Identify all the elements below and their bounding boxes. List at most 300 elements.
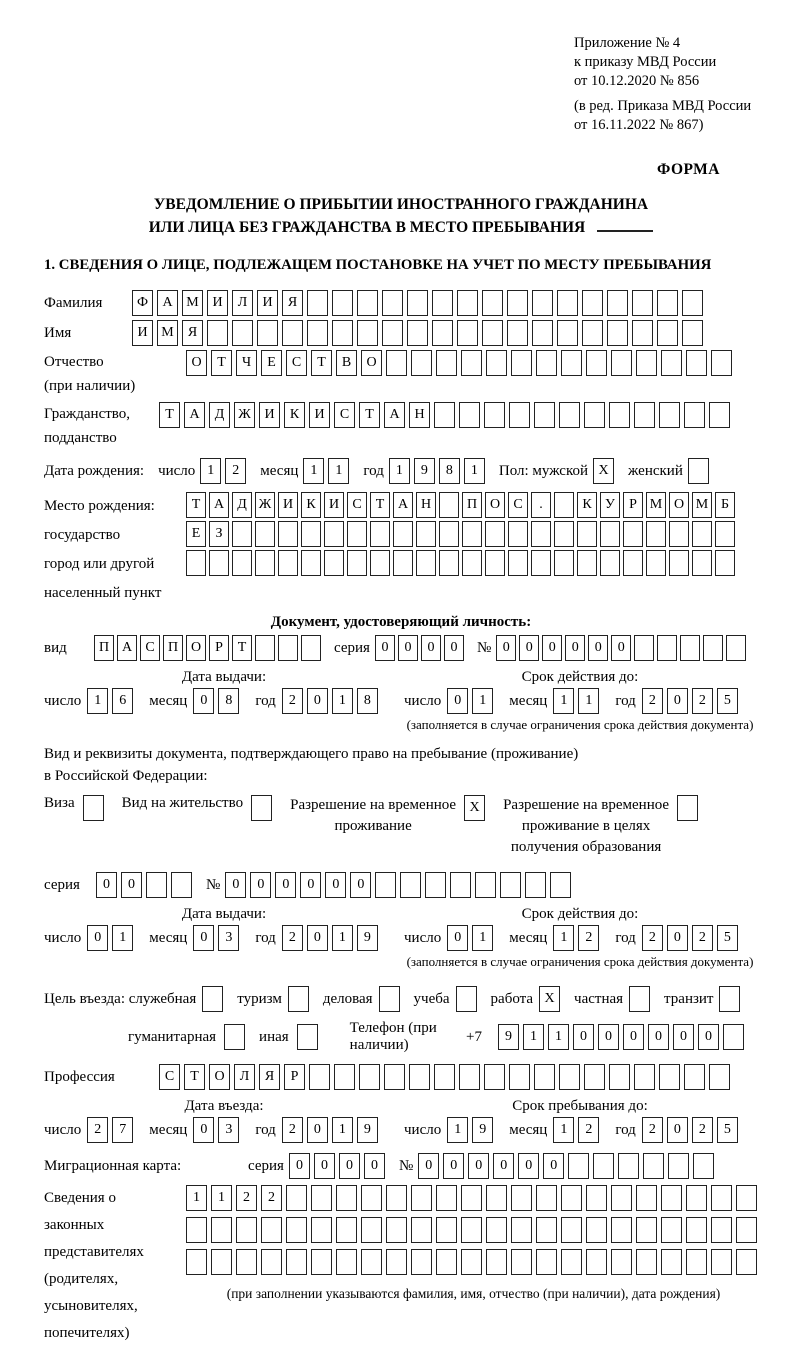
form-cell[interactable]: Ж [255,492,275,518]
form-cell[interactable]: Р [209,635,229,661]
form-cell[interactable]: 2 [578,1117,599,1143]
form-cell[interactable] [636,1249,657,1275]
form-cell[interactable] [677,795,698,821]
form-cell[interactable] [485,550,505,576]
form-cell[interactable] [719,986,740,1012]
form-cell[interactable] [236,1217,257,1243]
form-cell[interactable] [171,872,192,898]
form-cell[interactable] [486,1217,507,1243]
form-cell[interactable] [475,872,496,898]
form-cell[interactable]: 0 [307,1117,328,1143]
form-cell[interactable] [486,350,507,376]
form-cell[interactable] [561,1217,582,1243]
form-cell[interactable] [432,320,453,346]
form-cell[interactable] [257,320,278,346]
form-cell[interactable]: Д [209,402,230,428]
form-cell[interactable]: 0 [307,688,328,714]
form-cell[interactable] [436,1185,457,1211]
form-cell[interactable] [550,872,571,898]
form-cell[interactable] [686,1185,707,1211]
form-cell[interactable]: 1 [332,1117,353,1143]
form-cell[interactable]: К [301,492,321,518]
form-cell[interactable] [459,402,480,428]
form-cell[interactable]: К [284,402,305,428]
form-cell[interactable]: Р [284,1064,305,1090]
form-cell[interactable]: Л [234,1064,255,1090]
form-cell[interactable]: 6 [112,688,133,714]
form-cell[interactable]: И [207,290,228,316]
form-cell[interactable] [611,1185,632,1211]
form-cell[interactable] [736,1185,757,1211]
form-cell[interactable] [486,1185,507,1211]
form-cell[interactable] [436,1249,457,1275]
form-cell[interactable]: 0 [350,872,371,898]
form-cell[interactable]: 0 [364,1153,385,1179]
form-cell[interactable] [411,1217,432,1243]
form-cell[interactable]: 0 [565,635,585,661]
form-cell[interactable] [255,521,275,547]
form-cell[interactable] [534,402,555,428]
form-cell[interactable]: 0 [698,1024,719,1050]
form-cell[interactable]: А [393,492,413,518]
form-cell[interactable] [486,1249,507,1275]
form-cell[interactable] [661,1249,682,1275]
form-cell[interactable] [416,550,436,576]
form-cell[interactable] [461,1185,482,1211]
form-cell[interactable] [507,320,528,346]
form-cell[interactable]: 0 [648,1024,669,1050]
form-cell[interactable] [361,1249,382,1275]
form-cell[interactable]: И [278,492,298,518]
form-cell[interactable] [436,1217,457,1243]
form-cell[interactable] [286,1217,307,1243]
form-cell[interactable] [577,550,597,576]
form-cell[interactable] [332,290,353,316]
form-cell[interactable]: 5 [717,925,738,951]
form-cell[interactable] [536,1185,557,1211]
form-cell[interactable] [288,986,309,1012]
form-cell[interactable] [332,320,353,346]
form-cell[interactable]: 1 [548,1024,569,1050]
form-cell[interactable]: 1 [553,688,574,714]
form-cell[interactable] [324,521,344,547]
form-cell[interactable]: . [531,492,551,518]
form-cell[interactable]: О [485,492,505,518]
form-cell[interactable]: И [324,492,344,518]
form-cell[interactable] [511,1185,532,1211]
form-cell[interactable] [536,350,557,376]
form-cell[interactable] [301,521,321,547]
form-cell[interactable] [629,986,650,1012]
form-cell[interactable] [146,872,167,898]
form-cell[interactable]: У [600,492,620,518]
form-cell[interactable] [636,1217,657,1243]
form-cell[interactable] [209,550,229,576]
form-cell[interactable] [507,290,528,316]
form-cell[interactable] [375,872,396,898]
form-cell[interactable]: 0 [598,1024,619,1050]
form-cell[interactable]: Б [715,492,735,518]
form-cell[interactable]: 2 [261,1185,282,1211]
form-cell[interactable] [278,550,298,576]
form-cell[interactable]: Т [159,402,180,428]
form-cell[interactable]: 0 [250,872,271,898]
form-cell[interactable] [607,320,628,346]
form-cell[interactable]: 0 [667,688,688,714]
form-cell[interactable] [531,550,551,576]
form-cell[interactable] [83,795,104,821]
form-cell[interactable] [593,1153,614,1179]
form-cell[interactable] [357,290,378,316]
form-cell[interactable]: 2 [282,925,303,951]
form-cell[interactable]: 1 [87,688,108,714]
form-cell[interactable]: М [157,320,178,346]
form-cell[interactable] [211,1249,232,1275]
form-cell[interactable] [711,350,732,376]
form-cell[interactable]: 1 [186,1185,207,1211]
form-cell[interactable]: Т [232,635,252,661]
form-cell[interactable]: Я [182,320,203,346]
form-cell[interactable] [309,1064,330,1090]
form-cell[interactable] [659,402,680,428]
form-cell[interactable]: 1 [332,925,353,951]
form-cell[interactable] [609,402,630,428]
form-cell[interactable]: Т [311,350,332,376]
form-cell[interactable] [382,320,403,346]
form-cell[interactable] [726,635,746,661]
form-cell[interactable]: 1 [472,925,493,951]
form-cell[interactable] [301,550,321,576]
form-cell[interactable]: 2 [282,688,303,714]
form-cell[interactable] [347,550,367,576]
form-cell[interactable]: 0 [673,1024,694,1050]
form-cell[interactable]: 0 [518,1153,539,1179]
form-cell[interactable]: Д [232,492,252,518]
form-cell[interactable] [211,1217,232,1243]
form-cell[interactable]: Т [359,402,380,428]
form-cell[interactable]: О [186,635,206,661]
form-cell[interactable] [336,1249,357,1275]
form-cell[interactable] [557,290,578,316]
form-cell[interactable]: П [462,492,482,518]
form-cell[interactable] [393,550,413,576]
form-cell[interactable] [525,872,546,898]
form-cell[interactable] [688,458,709,484]
form-cell[interactable] [584,1064,605,1090]
form-cell[interactable] [436,350,457,376]
form-cell[interactable]: 2 [692,1117,713,1143]
form-cell[interactable] [459,1064,480,1090]
form-cell[interactable] [586,1217,607,1243]
form-cell[interactable] [568,1153,589,1179]
form-cell[interactable] [508,550,528,576]
form-cell[interactable] [307,290,328,316]
form-cell[interactable] [236,1249,257,1275]
form-cell[interactable] [618,1153,639,1179]
form-cell[interactable]: 2 [692,688,713,714]
form-cell[interactable] [509,1064,530,1090]
form-cell[interactable] [508,521,528,547]
form-cell[interactable] [554,521,574,547]
form-cell[interactable]: К [577,492,597,518]
form-cell[interactable] [557,320,578,346]
form-cell[interactable] [485,521,505,547]
form-cell[interactable] [657,635,677,661]
form-cell[interactable] [692,550,712,576]
form-cell[interactable] [386,1217,407,1243]
form-cell[interactable]: 0 [667,1117,688,1143]
form-cell[interactable] [536,1249,557,1275]
form-cell[interactable] [686,1249,707,1275]
form-cell[interactable]: 1 [211,1185,232,1211]
form-cell[interactable]: А [157,290,178,316]
form-cell[interactable]: 0 [398,635,418,661]
form-cell[interactable] [416,521,436,547]
form-cell[interactable]: 1 [303,458,324,484]
form-cell[interactable]: Я [259,1064,280,1090]
form-cell[interactable] [407,290,428,316]
form-cell[interactable] [511,1249,532,1275]
form-cell[interactable]: 0 [493,1153,514,1179]
form-cell[interactable]: 0 [418,1153,439,1179]
form-cell[interactable]: Е [186,521,206,547]
form-cell[interactable]: Ж [234,402,255,428]
form-cell[interactable]: 0 [121,872,142,898]
form-cell[interactable] [207,320,228,346]
form-cell[interactable] [261,1249,282,1275]
form-cell[interactable] [324,550,344,576]
form-cell[interactable] [255,635,275,661]
form-cell[interactable]: 0 [447,925,468,951]
form-cell[interactable] [634,635,654,661]
form-cell[interactable] [439,550,459,576]
form-cell[interactable] [450,872,471,898]
form-cell[interactable]: Л [232,290,253,316]
form-cell[interactable]: 0 [339,1153,360,1179]
form-cell[interactable]: И [259,402,280,428]
form-cell[interactable]: И [257,290,278,316]
form-cell[interactable]: 3 [218,925,239,951]
form-cell[interactable] [500,872,521,898]
form-cell[interactable] [224,1024,245,1050]
form-cell[interactable]: 1 [332,688,353,714]
form-cell[interactable]: 2 [692,925,713,951]
form-cell[interactable]: Р [623,492,643,518]
form-cell[interactable] [709,1064,730,1090]
form-cell[interactable] [509,402,530,428]
form-cell[interactable] [715,550,735,576]
form-cell[interactable]: 7 [112,1117,133,1143]
form-cell[interactable]: 0 [443,1153,464,1179]
form-cell[interactable]: С [159,1064,180,1090]
form-cell[interactable] [384,1064,405,1090]
form-cell[interactable] [582,290,603,316]
form-cell[interactable] [600,550,620,576]
form-cell[interactable] [611,1217,632,1243]
form-cell[interactable] [682,290,703,316]
form-cell[interactable]: П [94,635,114,661]
form-cell[interactable]: А [184,402,205,428]
form-cell[interactable] [586,350,607,376]
form-cell[interactable]: 1 [523,1024,544,1050]
form-cell[interactable] [379,986,400,1012]
form-cell[interactable]: З [209,521,229,547]
form-cell[interactable] [536,1217,557,1243]
form-cell[interactable] [586,1185,607,1211]
form-cell[interactable] [232,550,252,576]
form-cell[interactable] [432,290,453,316]
form-cell[interactable] [393,521,413,547]
form-cell[interactable] [278,521,298,547]
form-cell[interactable] [669,521,689,547]
form-cell[interactable] [711,1217,732,1243]
form-cell[interactable] [361,1185,382,1211]
form-cell[interactable]: 2 [642,925,663,951]
form-cell[interactable]: 0 [623,1024,644,1050]
form-cell[interactable]: 2 [578,925,599,951]
form-cell[interactable]: 3 [218,1117,239,1143]
form-cell[interactable]: М [182,290,203,316]
form-cell[interactable] [232,320,253,346]
form-cell[interactable] [623,550,643,576]
form-cell[interactable]: А [384,402,405,428]
form-cell[interactable] [611,1249,632,1275]
form-cell[interactable]: 0 [314,1153,335,1179]
form-cell[interactable] [186,1249,207,1275]
form-cell[interactable]: 0 [300,872,321,898]
form-cell[interactable] [278,635,298,661]
form-cell[interactable]: 0 [588,635,608,661]
form-cell[interactable] [370,550,390,576]
form-cell[interactable]: 0 [325,872,346,898]
form-cell[interactable] [657,290,678,316]
form-cell[interactable]: 1 [578,688,599,714]
form-cell[interactable] [434,1064,455,1090]
form-cell[interactable]: 1 [464,458,485,484]
form-cell[interactable] [582,320,603,346]
form-cell[interactable]: 2 [225,458,246,484]
form-cell[interactable]: И [132,320,153,346]
form-cell[interactable]: Т [186,492,206,518]
form-cell[interactable] [357,320,378,346]
form-cell[interactable] [661,350,682,376]
form-cell[interactable]: 0 [447,688,468,714]
form-cell[interactable]: М [646,492,666,518]
form-cell[interactable]: И [309,402,330,428]
form-cell[interactable]: 8 [439,458,460,484]
form-cell[interactable]: 2 [87,1117,108,1143]
form-cell[interactable]: С [508,492,528,518]
form-cell[interactable]: 0 [375,635,395,661]
form-cell[interactable] [232,521,252,547]
form-cell[interactable] [736,1217,757,1243]
form-cell[interactable]: 0 [307,925,328,951]
form-cell[interactable]: 1 [553,1117,574,1143]
form-cell[interactable]: А [209,492,229,518]
form-cell[interactable] [534,1064,555,1090]
form-cell[interactable] [484,1064,505,1090]
form-cell[interactable] [400,872,421,898]
form-cell[interactable]: 1 [553,925,574,951]
form-cell[interactable]: Ч [236,350,257,376]
form-cell[interactable]: X [539,986,560,1012]
form-cell[interactable] [311,1217,332,1243]
form-cell[interactable] [457,320,478,346]
form-cell[interactable] [584,402,605,428]
form-cell[interactable]: 0 [542,635,562,661]
form-cell[interactable]: Я [282,290,303,316]
form-cell[interactable]: X [464,795,485,821]
form-cell[interactable] [661,1185,682,1211]
form-cell[interactable] [659,1064,680,1090]
form-cell[interactable] [586,1249,607,1275]
form-cell[interactable]: 1 [200,458,221,484]
form-cell[interactable] [684,1064,705,1090]
form-cell[interactable]: 0 [468,1153,489,1179]
form-cell[interactable] [686,1217,707,1243]
form-cell[interactable] [411,1249,432,1275]
form-cell[interactable]: Т [370,492,390,518]
form-cell[interactable] [255,550,275,576]
form-cell[interactable]: О [361,350,382,376]
form-cell[interactable] [577,521,597,547]
form-cell[interactable]: 0 [96,872,117,898]
form-cell[interactable] [370,521,390,547]
form-cell[interactable]: 0 [573,1024,594,1050]
form-cell[interactable] [286,1185,307,1211]
form-cell[interactable]: 0 [496,635,516,661]
form-cell[interactable]: С [286,350,307,376]
form-cell[interactable] [359,1064,380,1090]
form-cell[interactable] [669,550,689,576]
form-cell[interactable] [336,1217,357,1243]
form-cell[interactable] [634,1064,655,1090]
form-cell[interactable]: 0 [667,925,688,951]
form-cell[interactable]: 0 [193,925,214,951]
form-cell[interactable] [334,1064,355,1090]
form-cell[interactable] [554,492,574,518]
form-cell[interactable]: 0 [193,1117,214,1143]
form-cell[interactable] [632,320,653,346]
form-cell[interactable]: 1 [328,458,349,484]
form-cell[interactable]: О [669,492,689,518]
form-cell[interactable] [439,492,459,518]
form-cell[interactable]: 9 [414,458,435,484]
form-cell[interactable]: 9 [498,1024,519,1050]
form-cell[interactable] [736,1249,757,1275]
form-cell[interactable]: 0 [444,635,464,661]
form-cell[interactable]: П [163,635,183,661]
form-cell[interactable] [511,1217,532,1243]
form-cell[interactable]: В [336,350,357,376]
form-cell[interactable]: С [347,492,367,518]
form-cell[interactable] [347,521,367,547]
form-cell[interactable] [623,521,643,547]
form-cell[interactable] [407,320,428,346]
form-cell[interactable] [723,1024,744,1050]
form-cell[interactable]: С [334,402,355,428]
form-cell[interactable] [709,402,730,428]
form-cell[interactable]: 1 [472,688,493,714]
form-cell[interactable] [461,1249,482,1275]
form-cell[interactable]: О [186,350,207,376]
form-cell[interactable] [711,1185,732,1211]
form-cell[interactable] [703,635,723,661]
form-cell[interactable]: Т [184,1064,205,1090]
form-cell[interactable] [411,1185,432,1211]
form-cell[interactable] [282,320,303,346]
form-cell[interactable] [646,550,666,576]
